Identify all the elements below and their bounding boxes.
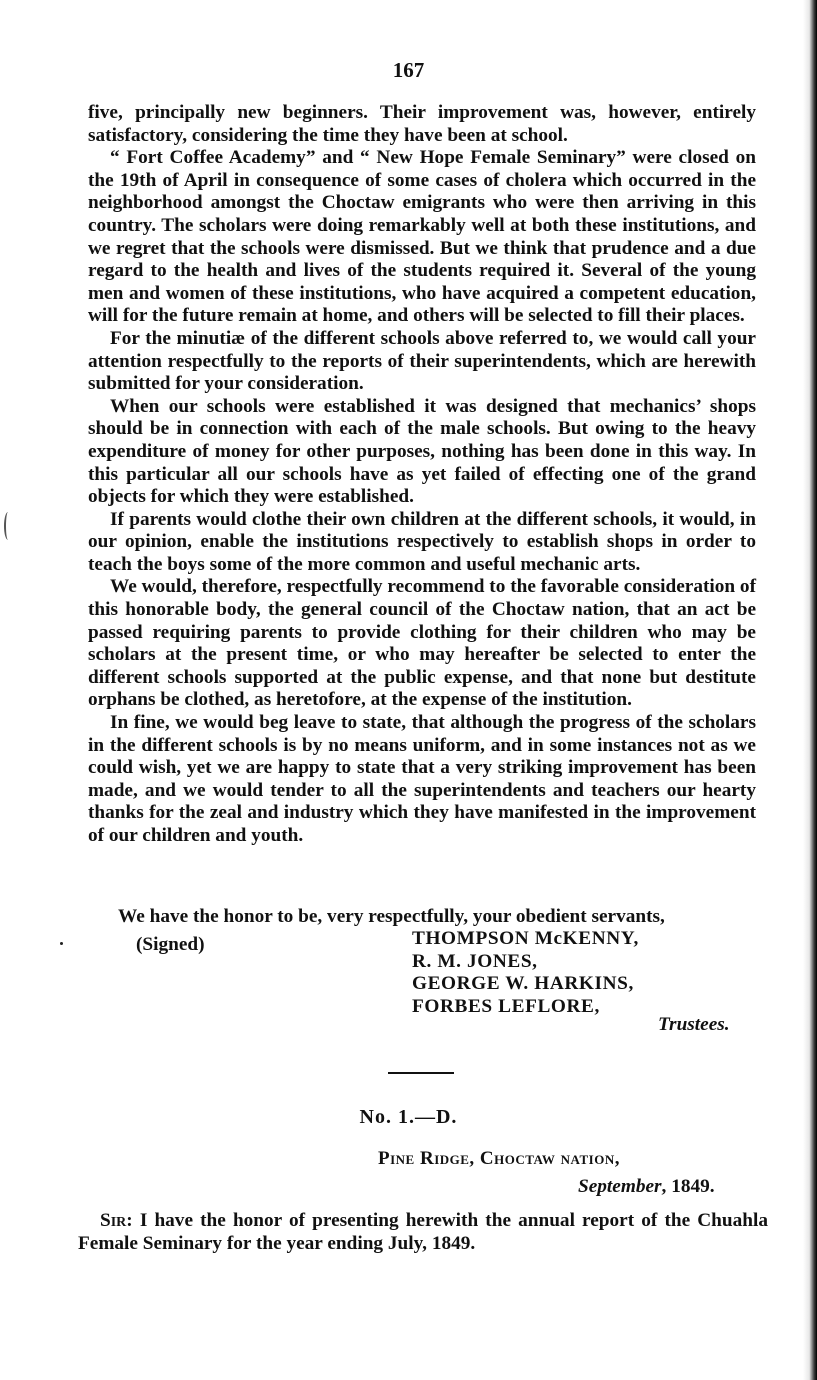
signatory-name: FORBES LEFLORE, <box>412 995 600 1017</box>
signed-label: (Signed) <box>136 934 205 955</box>
closing-line: We have the honor to be, very respectfully, your obedient servants, <box>118 906 665 927</box>
letter-salutation: Sir: <box>100 1210 133 1231</box>
document-number: No. 1.—D. <box>359 1106 458 1128</box>
signatory-title: Trustees. <box>658 1014 730 1035</box>
paragraph-1: five, principally new beginners. Their improvement was, however, entirely satisfactory, considering the time they have been at school. <box>88 102 756 146</box>
date-month: September <box>578 1176 662 1197</box>
letter-place: Pine Ridge, Choctaw nation, <box>378 1148 620 1169</box>
signatory-name: GEORGE W. HARKINS, <box>412 973 634 995</box>
letter-body <box>78 1210 768 1255</box>
section-divider <box>388 1072 454 1074</box>
page-edge-shadow <box>803 0 817 1380</box>
date-year: 1849. <box>671 1176 715 1197</box>
paragraph-7: In fine, we would beg leave to state, that although the progress of the scholars in the different schools is by no means uniform, and in some instances not as we could wish, yet we are happy to state that a very striking improvement has been made, and we would tender to all the superintendents and teachers our hearty thanks for the zeal and industry which they have manifested in the improvement of our children and youth. <box>88 712 756 846</box>
signatory-list <box>412 928 639 1018</box>
paragraph-3: For the minutiæ of the different schools above referred to, we would call your attention respectfully to the reports of their superintendents, which are herewith submitted for your consideration. <box>88 327 756 395</box>
date-comma: , <box>661 1176 667 1197</box>
paragraph-4: When our schools were established it was designed that mechanics’ shops should be in connection with each of the male schools. But owing to the heavy expenditure of money for other purposes, nothing has been done in this way. In this particular all our schools have as yet failed of effecting one of the grand objects for which they were established. <box>88 395 756 508</box>
ink-dot <box>60 942 63 945</box>
letter-text: I have the honor of presenting herewith the annual report of the Chuahla Female Seminary for the year ending July, 1849. <box>78 1210 768 1254</box>
signatory-name: THOMPSON McKENNY, <box>412 928 639 949</box>
signatory-name: R. M. JONES, <box>412 950 538 972</box>
margin-mark <box>4 512 12 540</box>
paragraph-6: We would, therefore, respectfully recommend to the favorable consideration of this honorable body, the general council of the Choctaw nation, that an act be passed requiring parents to provide clothing for their children who may be scholars at the present time, or who may hereafter be selected to enter the different schools supported at the public expense, and that none but destitute orphans be clothed, as heretofore, at the expense of the institution. <box>88 576 756 711</box>
paragraph-5: If parents would clothe their own children at the different schools, it would, in our opinion, enable the institutions respectively to establish shops in order to teach the boys some of the more common and useful mechanic arts. <box>88 508 756 575</box>
paragraph-2: “ Fort Coffee Academy” and “ New Hope Female Seminary” were closed on the 19th of April in consequence of some cases of cholera which occurred in the neighborhood amongst the Choctaw emigrants who were then arriving in this country. The scholars were doing remarkably well at both these institutions, and we regret that the schools were dismissed. But we think that prudence and a due regard to the health and lives of the students required it. Several of the young men and women of these institutions, who have acquired a competent education, will for the future remain at home, and others will be selected to fill their places. <box>88 147 756 327</box>
report-body <box>88 102 756 848</box>
page-number: 167 <box>392 58 425 82</box>
letter-date <box>578 1176 715 1198</box>
